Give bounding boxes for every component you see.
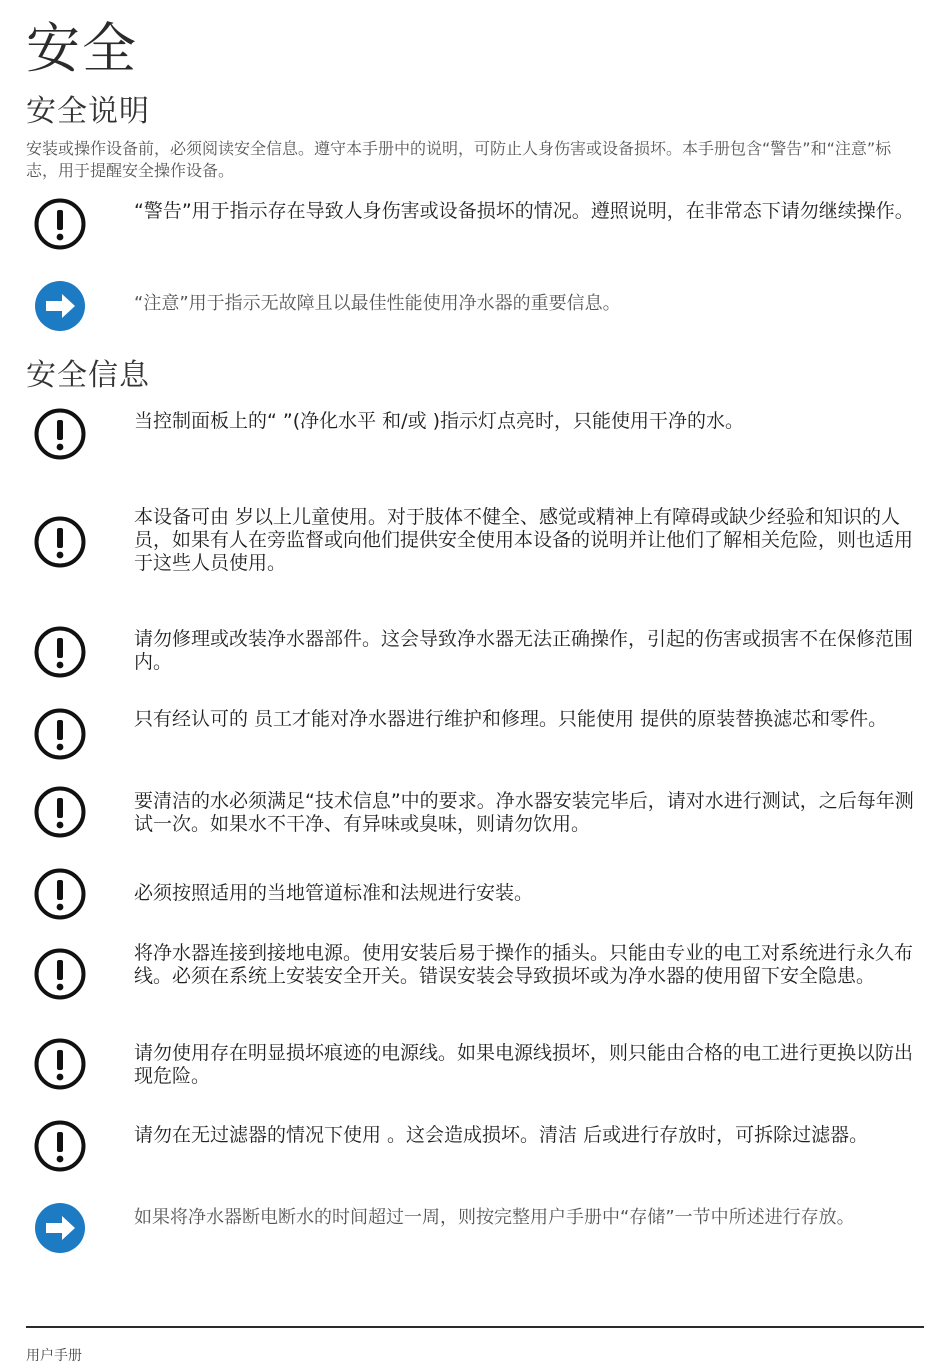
safety-item-text: 只有经认可的 员工才能对净水器进行维护和修理。只能使用 提供的原装替换滤芯和零件。 [134, 708, 888, 730]
footer-divider [26, 1326, 924, 1328]
safety-instructions-heading: 安全说明 [26, 94, 150, 129]
safety-info-heading: 安全信息 [26, 358, 150, 393]
safety-item-text: 当控制面板上的“ ”(净化水平 和/或 )指示灯点亮时，只能使用干净的水。 [134, 410, 745, 432]
note-legend-text: “注意”用于指示无故障且以最佳性能使用净水器的重要信息。 [134, 293, 621, 314]
exclamation-icon [34, 516, 86, 568]
safety-item-text: 要清洁的水必须满足“技术信息”中的要求。净水器安装完毕后，请对水进行测试，之后每年测试一次。如果水不干净、有异味或臭味，则请勿饮用。 [134, 790, 914, 835]
safety-item-text: 请勿使用存在明显损坏痕迹的电源线。如果电源线损坏，则只能由合格的电工进行更换以防出现危险。 [134, 1042, 914, 1087]
exclamation-icon [34, 1120, 86, 1172]
safety-item-text: 如果将净水器断电断水的时间超过一周，则按完整用户手册中“存储”一节中所述进行存放。 [134, 1207, 855, 1228]
safety-item-text: 请勿修理或改装净水器部件。这会导致净水器无法正确操作，引起的伤害或损害不在保修范围内。 [134, 628, 914, 673]
exclamation-icon [34, 1038, 86, 1090]
footer-label: 用户手册 [26, 1348, 82, 1364]
safety-item-text: 本设备可由 岁以上儿童使用。对于肢体不健全、感觉或精神上有障碍或缺少经验和知识的人员，如果有人在旁监督或向他们提供安全使用本设备的说明并让他们了解相关危险，则也适用于这些人员使用。 [134, 506, 914, 574]
safety-item-text: 请勿在无过滤器的情况下使用 。这会造成损坏。清洁 后或进行存放时，可拆除过滤器。 [134, 1124, 869, 1146]
exclamation-icon [34, 948, 86, 1000]
safety-item-text: 必须按照适用的当地管道标准和法规进行安装。 [134, 882, 534, 904]
safety-item-text: 将净水器连接到接地电源。使用安装后易于操作的插头。只能由专业的电工对系统进行永久布线。必须在系统上安装安全开关。错误安装会导致损坏或为净水器的使用留下安全隐患。 [134, 942, 914, 987]
warning-legend-text: “警告”用于指示存在导致人身伤害或设备损坏的情况。遵照说明，在非常态下请勿继续操作。 [134, 200, 914, 222]
exclamation-icon [34, 708, 86, 760]
arrow-right-icon [34, 280, 86, 332]
safety-intro-paragraph: 安装或操作设备前，必须阅读安全信息。遵守本手册中的说明，可防止人身伤害或设备损坏。本手册包含“警告”和“注意”标志，用于提醒安全操作设备。 [26, 139, 892, 180]
exclamation-icon [34, 626, 86, 678]
page-title: 安全 [26, 17, 138, 80]
arrow-right-icon [34, 1202, 86, 1254]
exclamation-icon [34, 408, 86, 460]
exclamation-icon [34, 868, 86, 920]
exclamation-icon [34, 198, 86, 250]
exclamation-icon [34, 786, 86, 838]
